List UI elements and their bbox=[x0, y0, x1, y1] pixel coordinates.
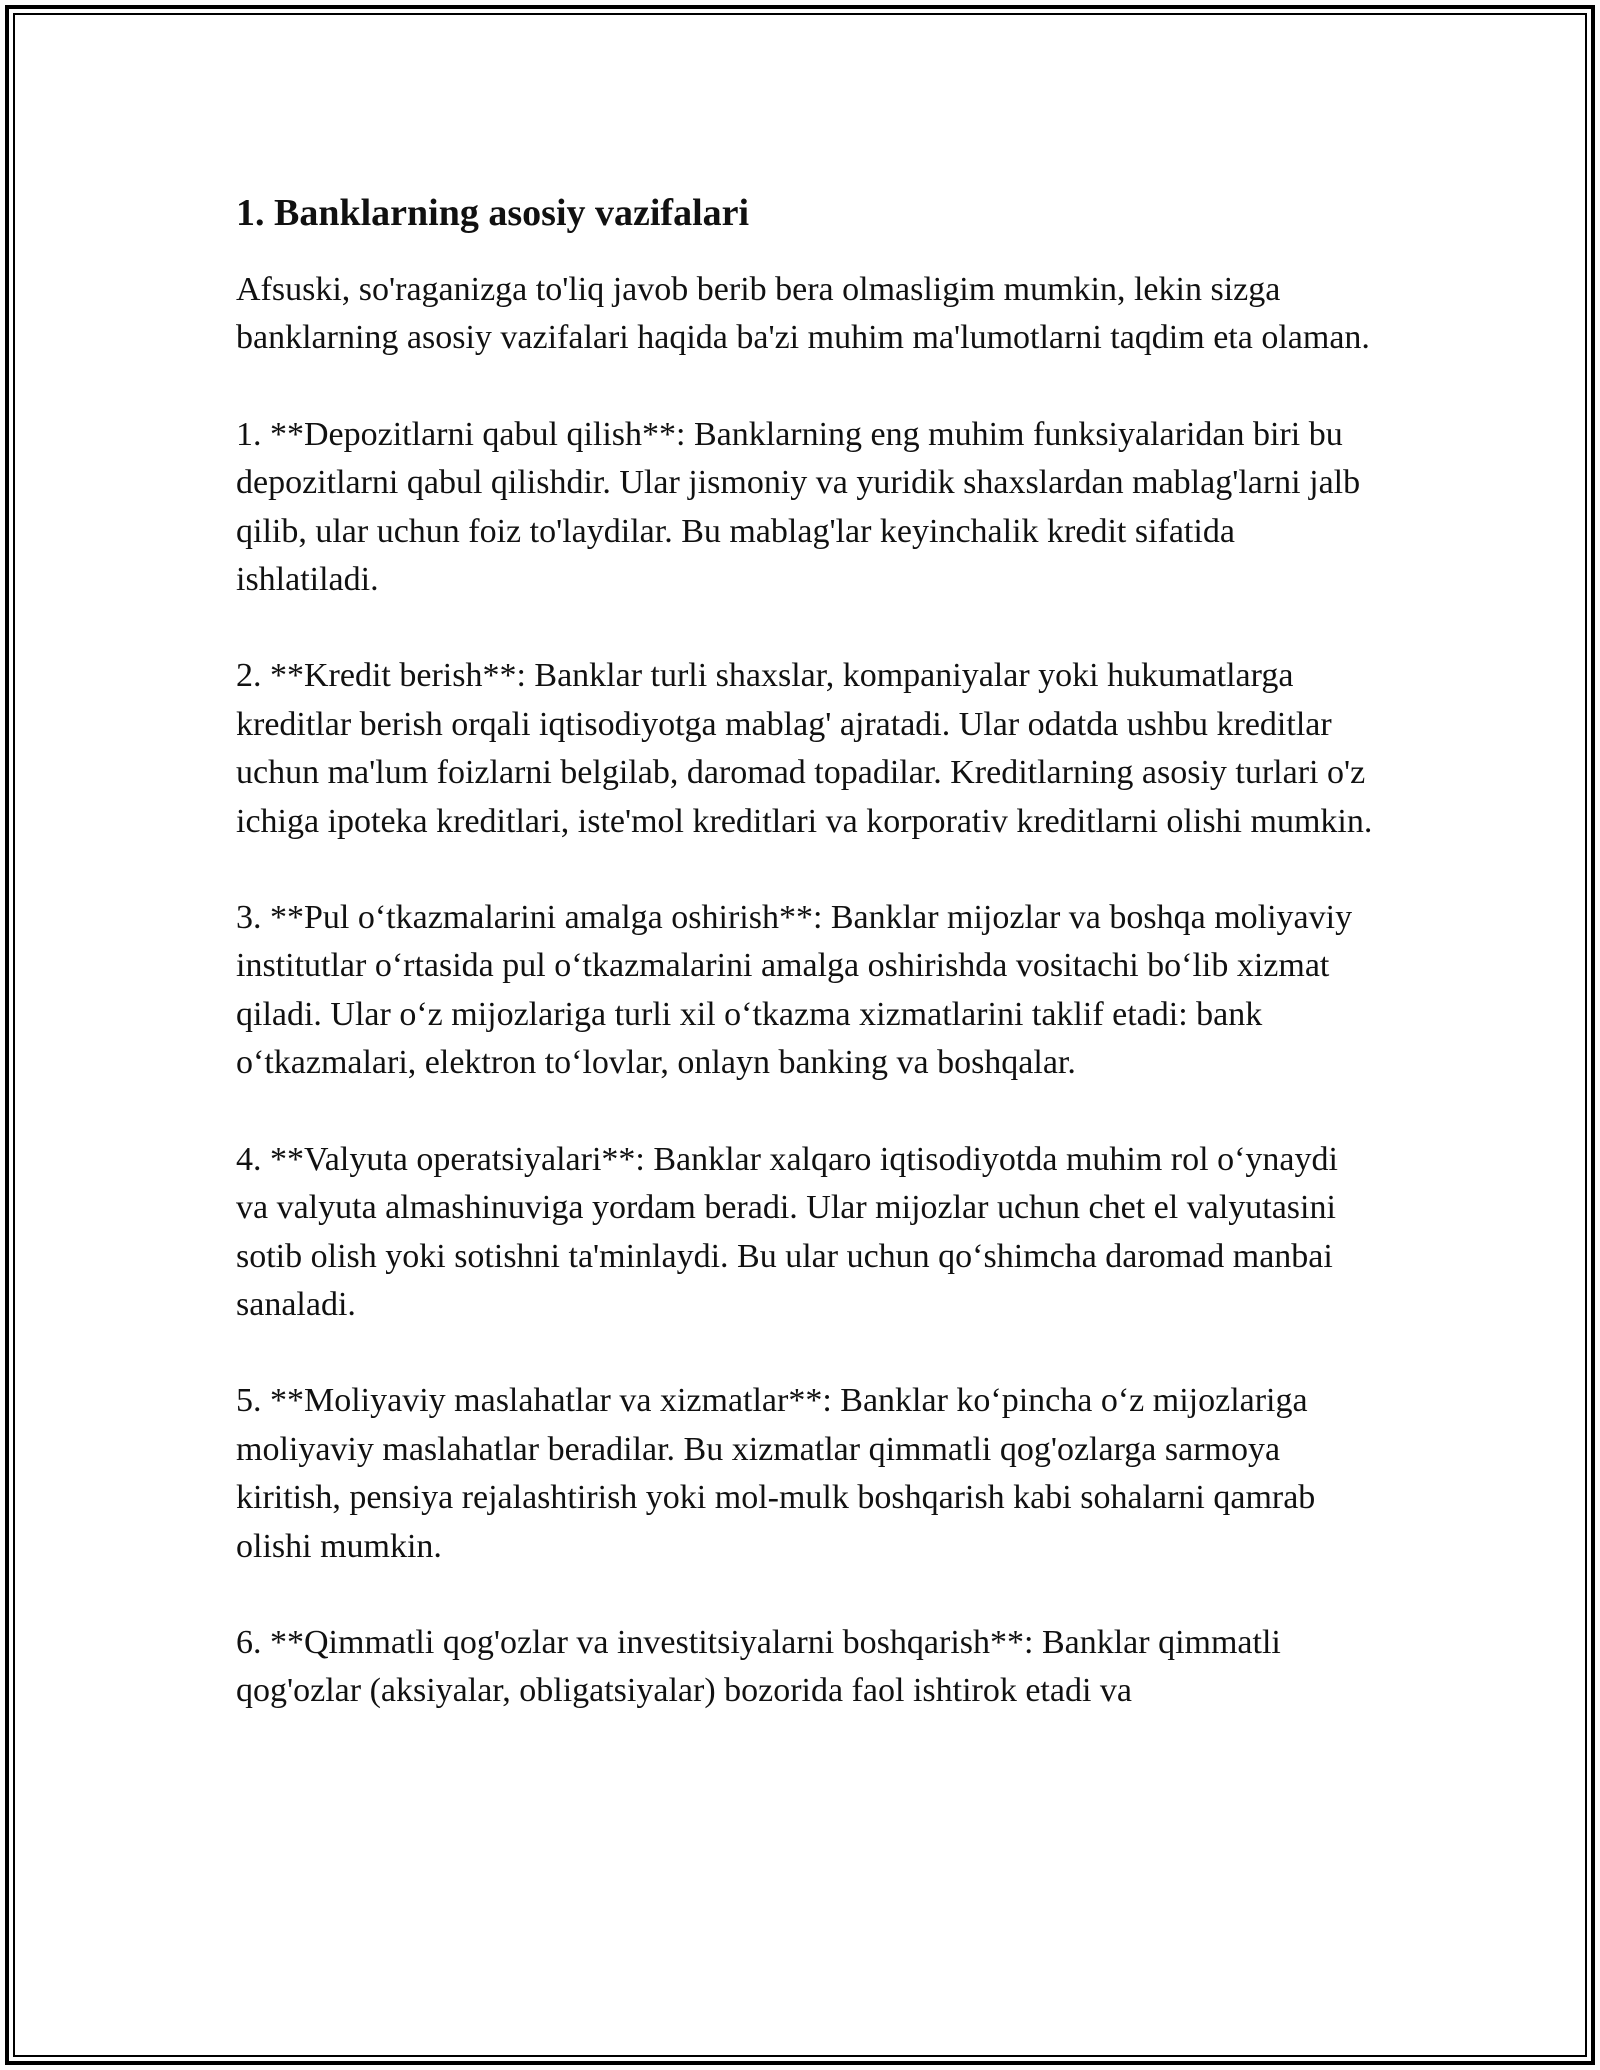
intro-paragraph: Afsuski, so'raganizga to'liq javob berib bera olmasligim mumkin, lekin sizga banklarning asosiy vazifalari haqida ba'zi muhim ma'lumotlarni taqdim eta olaman. bbox=[236, 271, 1370, 357]
list-item-valyuta: 4. **Valyuta operatsiyalari**: Banklar xalqaro iqtisodiyotda muhim rol o‘ynaydi va valyuta almashinuviga yordam beradi. Ular mijozlar uchun chet el valyutasini sotib olish yoki sotishni ta'minlaydi. Bu ular uchun qo‘shimcha daromad manbai sanaladi. bbox=[236, 1140, 1338, 1323]
list-item-qimmatli-qogozlar: 6. **Qimmatli qog'ozlar va investitsiyalarni boshqarish**: Banklar qimmatli qog'ozlar (aksiyalar, obligatsiyalar) bozorida faol ishtirok etadi va bbox=[236, 1623, 1281, 1710]
section-heading: 1. Banklarning asosiy vazifalari bbox=[236, 192, 750, 234]
document-body bbox=[236, 186, 1376, 1764]
list-item-maslahatlar: 5. **Moliyaviy maslahatlar va xizmatlar**: Banklar ko‘pincha o‘z mijozlariga moliyaviy maslahatlar beradilar. Bu xizmatlar qimmatli qog'ozlarga sarmoya kiritish, pensiya rejalashtirish yoki mol-mulk boshqarish kabi sohalarni qamrab olishi mumkin. bbox=[236, 1382, 1316, 1565]
list-item-depozitlar: 1. **Depozitlarni qabul qilish**: Banklarning eng muhim funksiyalaridan biri bu depozitlarni qabul qilishdir. Ular jismoniy va yuridik shaxslardan mablag'larni jalb qilib, ular uchun foiz to'laydilar. Bu mablag'lar keyinchalik kredit sifatida ishlatiladi. bbox=[236, 415, 1361, 599]
list-item-kredit: 2. **Kredit berish**: Banklar turli shaxslar, kompaniyalar yoki hukumatlarga kreditlar berish orqali iqtisodiyotga mablag' ajratadi. Ular odatda ushbu kreditlar uchun ma'lum foizlarni belgilab, daromad topadilar. Kreditlarning asosiy turlari o'z ichiga ipoteka kreditlari, iste'mol kreditlari va korporativ kreditlarni olishi mumkin. bbox=[236, 657, 1373, 840]
list-item-pul-otkazmalari: 3. **Pul o‘tkazmalarini amalga oshirish**: Banklar mijozlar va boshqa moliyaviy institutlar o‘rtasida pul o‘tkazmalarini amalga oshirishda vositachi bo‘lib xizmat qiladi. Ular o‘z mijozlariga turli xil o‘tkazma xizmatlarini taklif etadi: bank o‘tkazmalari, elektron to‘lovlar, onlayn banking va boshqalar. bbox=[236, 899, 1353, 1082]
